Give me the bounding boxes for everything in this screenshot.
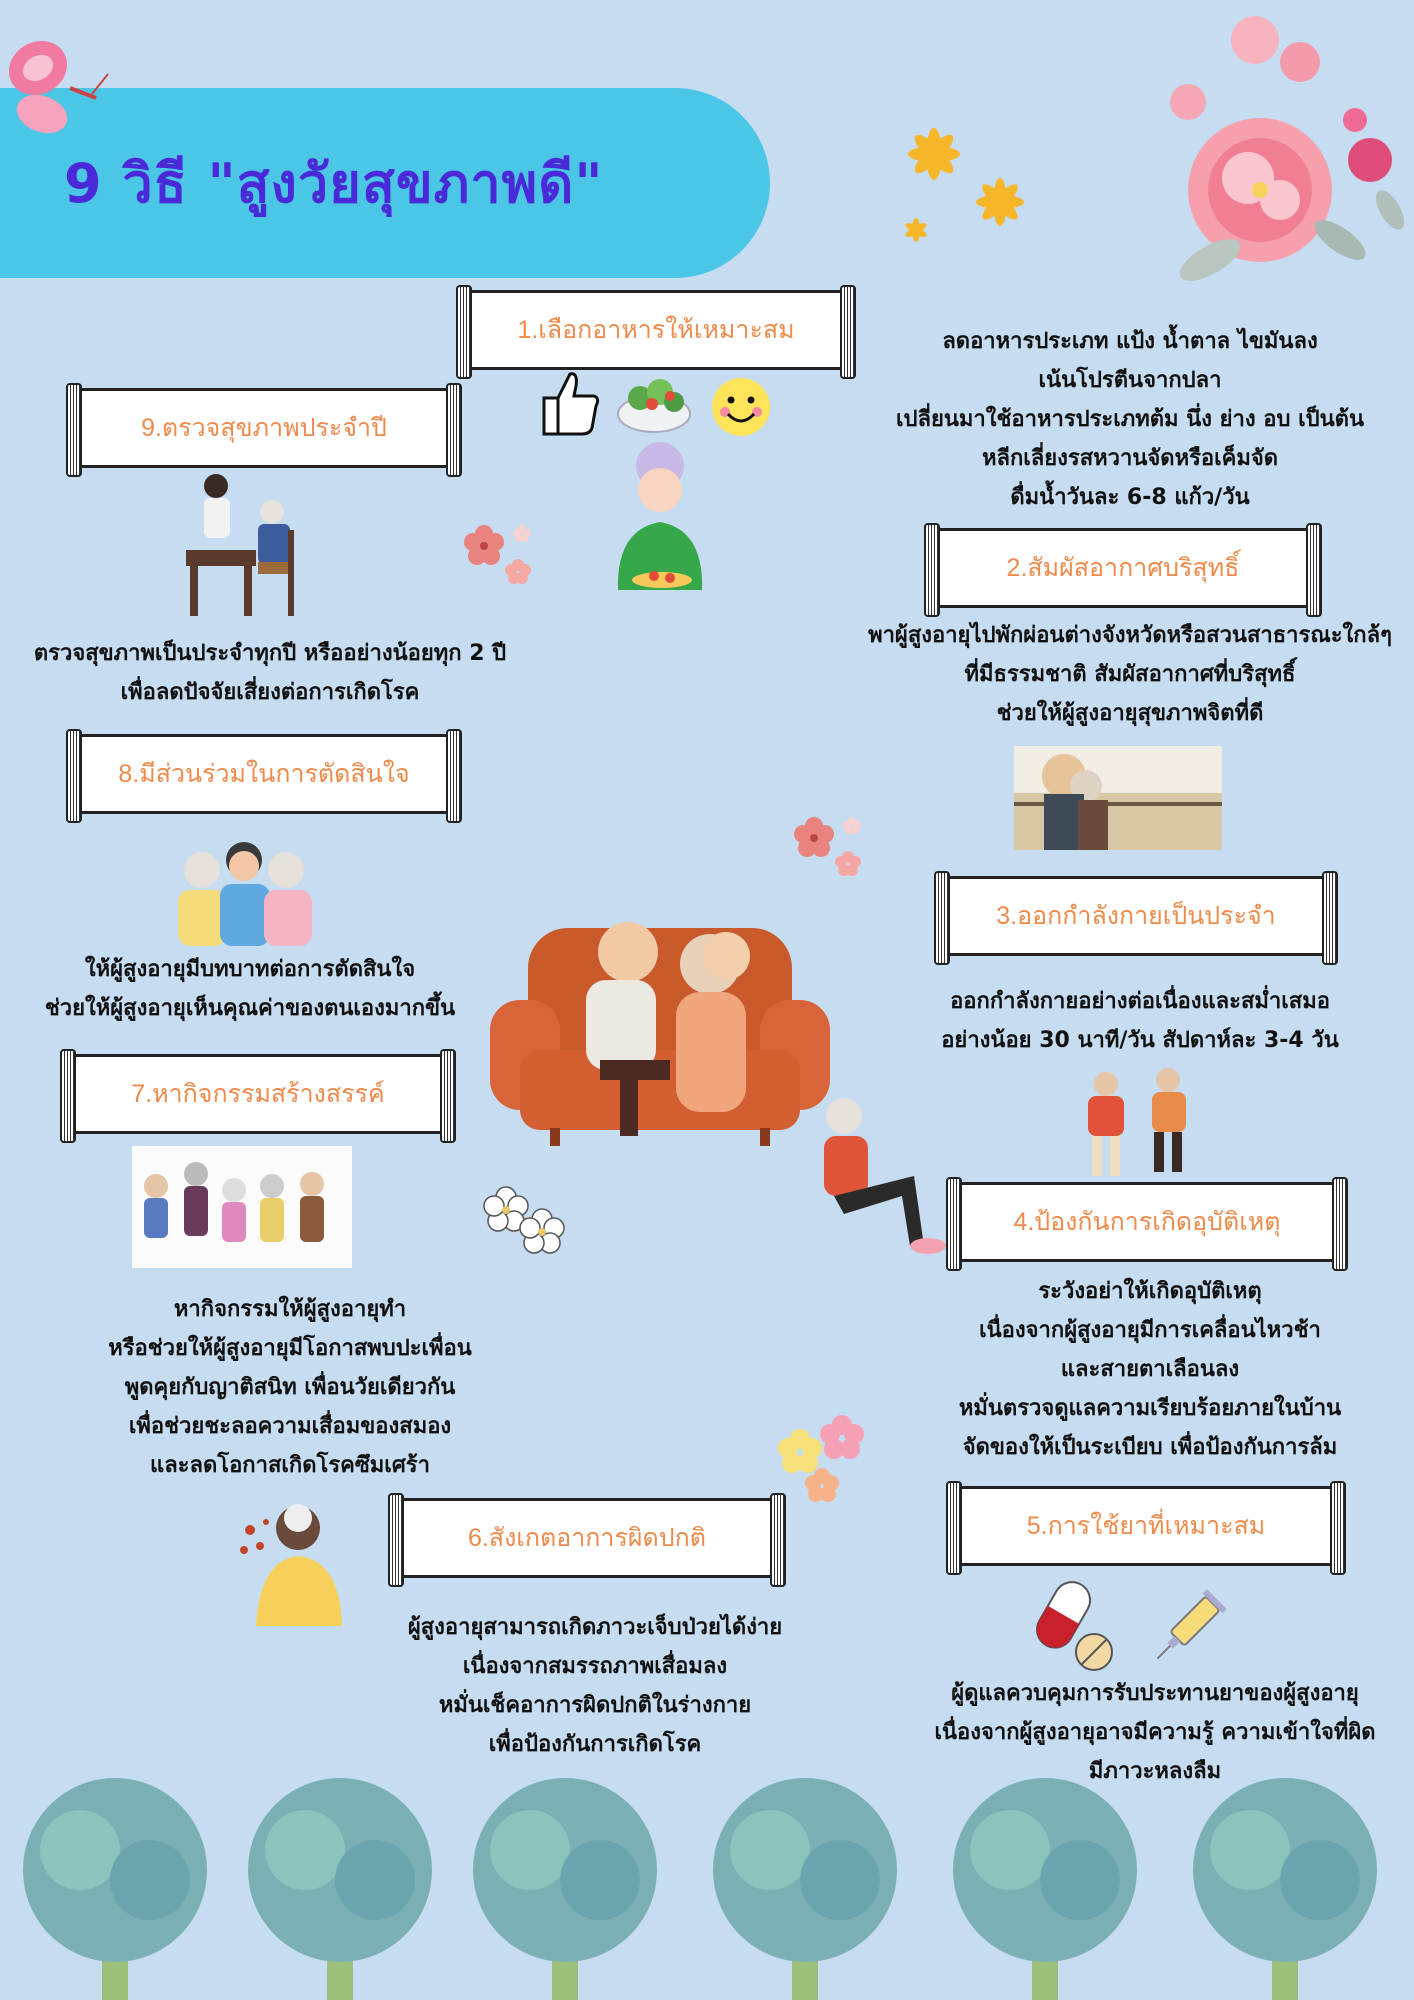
colorful-flowers-icon bbox=[770, 1412, 880, 1512]
thumbs-up-icon bbox=[540, 368, 604, 438]
tree-icon bbox=[460, 1760, 670, 2000]
pink-flowers-icon bbox=[790, 812, 870, 882]
couple-photo bbox=[1014, 746, 1222, 850]
tip-1-text: ลดอาหารประเภท แป้ง น้ำตาล ไขมันลง เน้นโปรตีนจากปลา เปลี่ยนมาใช้อาหารประเภทต้ม นึ่ง ย่าง อบ เป็นต้น หลีกเลี่ยงรสหวานจัดหรือเค็มจัด ดื่มน้ำวันละ 6-8 แก้ว/วัน bbox=[895, 329, 1364, 510]
sofa-couple-illustration bbox=[490, 900, 830, 1150]
peony-flower-icon bbox=[1140, 0, 1410, 310]
dancing-elders-photo bbox=[132, 1146, 352, 1268]
tree-icon bbox=[1180, 1760, 1390, 2000]
tip-9-heading: 9.ตรวจสุขภาพประจำปี bbox=[76, 388, 452, 468]
pill-icon bbox=[1030, 1574, 1120, 1674]
tip-4-heading: 4.ป้องกันการเกิดอุบัติเหตุ bbox=[956, 1182, 1338, 1262]
tip-5-heading: 5.การใช้ยาที่เหมาะสม bbox=[956, 1486, 1336, 1566]
smiley-icon bbox=[710, 376, 772, 438]
tip-5-text: ผู้ดูแลควบคุมการรับประทานยาของผู้สูงอายุ เนื่องจากผู้สูงอายุอาจมีความรู้ ความเข้าใจที่ผิด มีภาวะหลงลืม bbox=[934, 1681, 1376, 1784]
tip-7-heading: 7.หากิจกรรมสร้างสรรค์ bbox=[70, 1054, 446, 1134]
tree-icon bbox=[235, 1760, 445, 2000]
tip-8-heading: 8.มีส่วนร่วมในการตัดสินใจ bbox=[76, 734, 452, 814]
tree-icon bbox=[10, 1760, 220, 2000]
tip-2-text: พาผู้สูงอายุไปพักผ่อนต่างจังหวัดหรือสวนสาธารณะใกล้ๆ ที่มีธรรมชาติ สัมผัสอากาศที่บริสุทธิ์ ช่วยให้ผู้สูงอายุสุขภาพจิตที่ดี bbox=[868, 623, 1392, 726]
tip-7-text: หากิจกรรมให้ผู้สูงอายุทำ หรือช่วยให้ผู้สูงอายุมีโอกาสพบปะเพื่อน พูดคุยกับญาติสนิท เพื่อนวัยเดียวกัน เพื่อช่วยชะลอความเสื่อมของสมอง และลดโอกาสเกิดโรคซึมเศร้า bbox=[108, 1297, 472, 1478]
white-flowers-icon bbox=[476, 1180, 576, 1260]
exercise-illustration bbox=[1070, 1068, 1200, 1178]
family-illustration bbox=[170, 836, 320, 946]
tip-2-heading: 2.สัมผัสอากาศบริสุทธิ์ bbox=[934, 528, 1312, 608]
tip-4-text: ระวังอย่าให้เกิดอุบัติเหตุ เนื่องจากผู้สูงอายุมีการเคลื่อนไหวช้า และสายตาเลือนลง หมั่นตรวจดูแลความเรียบร้อยภายในบ้าน จัดของให้เป็นระเบียบ เพื่อป้องกันการล้ม bbox=[958, 1279, 1342, 1460]
butterfly-icon bbox=[4, 28, 114, 143]
salad-icon bbox=[614, 372, 694, 436]
tip-9-text: ตรวจสุขภาพเป็นประจำทุกปี หรืออย่างน้อยทุก 2 ปี เพื่อลดปัจจัยเสี่ยงต่อการเกิดโรค bbox=[33, 641, 507, 705]
yellow-flowers-icon bbox=[900, 120, 1040, 250]
pink-flowers-icon bbox=[460, 520, 540, 590]
tip-6-heading: 6.สังเกตอาการผิดปกติ bbox=[398, 1498, 776, 1578]
tip-3-heading: 3.ออกกำลังกายเป็นประจำ bbox=[944, 876, 1328, 956]
doctor-checkup-illustration bbox=[182, 470, 312, 620]
tip-1-heading: 1.เลือกอาหารให้เหมาะสม bbox=[466, 290, 846, 370]
page-title: 9 วิธี "สูงวัยสุขภาพดี" bbox=[64, 152, 604, 215]
syringe-icon bbox=[1150, 1586, 1230, 1666]
grandma-eating-illustration bbox=[598, 440, 728, 590]
tip-8-text: ให้ผู้สูงอายุมีบทบาทต่อการตัดสินใจ ช่วยให้ผู้สูงอายุเห็นคุณค่าของตนเองมากขึ้น bbox=[44, 957, 456, 1021]
tree-icon bbox=[700, 1760, 910, 2000]
tree-icon bbox=[940, 1760, 1150, 2000]
tip-6-text: ผู้สูงอายุสามารถเกิดภาวะเจ็บป่วยได้ง่าย เนื่องจากสมรรถภาพเสื่อมลง หมั่นเช็คอาการผิดปกติในร่างกาย เพื่อป้องกันการเกิดโรค bbox=[407, 1615, 783, 1757]
sick-elder-illustration bbox=[236, 1500, 366, 1626]
tip-3-text: ออกกำลังกายอย่างต่อเนื่องและสม่ำเสมอ อย่างน้อย 30 นาที/วัน สัปดาห์ละ 3-4 วัน bbox=[941, 989, 1339, 1053]
sitting-elder-illustration bbox=[814, 1096, 954, 1262]
